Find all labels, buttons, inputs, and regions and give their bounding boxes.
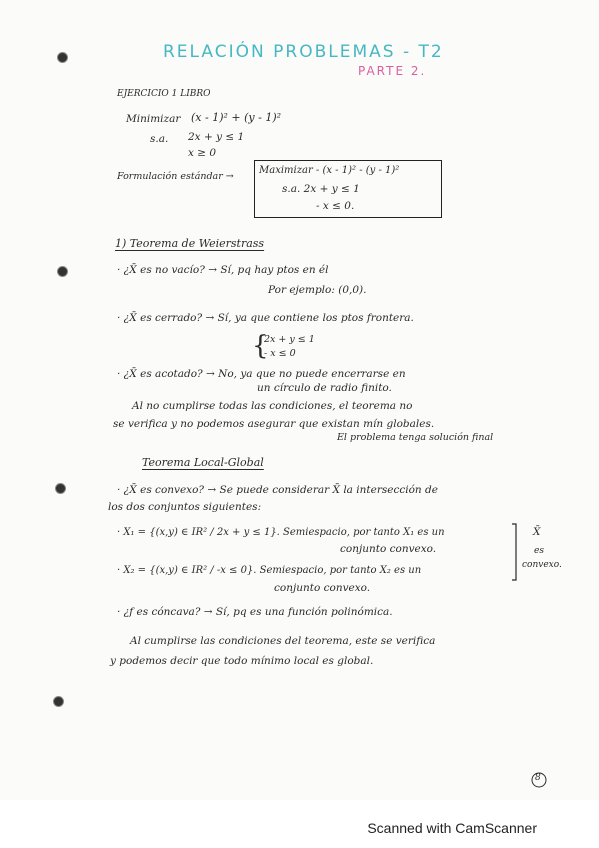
binder-hole — [57, 52, 68, 63]
system-brace: { — [252, 331, 269, 361]
minimize-label: Minimizar — [126, 113, 181, 125]
local-global-heading: Teorema Local-Global — [142, 456, 264, 469]
concave-question: · ¿f es cóncava? → Sí, pq es una función polinómica. — [117, 606, 393, 618]
bounded-question: · ¿X̄ es acotado? → No, ya que no puede encerrarse en — [117, 368, 406, 380]
set-x2: · X₂ = {(x,y) ∈ IR² / -x ≤ 0}. Semiespacio, por tanto X₂ es un — [117, 565, 422, 576]
set-x1: · X₁ = {(x,y) ∈ IR² / 2x + y ≤ 1}. Semiespacio, por tanto X₁ es un — [117, 527, 445, 538]
weierstrass-conclusion-2: se verifica y no podemos asegurar que existan mín globales. — [113, 418, 435, 430]
convex-question: · ¿X̄ es convexo? → Se puede considerar X̄ la intersección de — [117, 484, 438, 496]
system-eq-2: - x ≤ 0 — [264, 348, 296, 359]
set-x2-cont: conjunto convexo. — [274, 582, 371, 594]
brace-label-is: es — [534, 546, 544, 556]
scanner-footer — [0, 800, 599, 848]
brace-label-convex: convexo. — [522, 560, 562, 570]
standard-line-2: s.a. 2x + y ≤ 1 — [282, 183, 360, 195]
closed-question: · ¿X̄ es cerrado? → Sí, ya que contiene los ptos frontera. — [117, 312, 414, 324]
nonempty-question: · ¿X̄ es no vacío? → Sí, pq hay ptos en él — [117, 264, 329, 276]
constraint-2: x ≥ 0 — [188, 147, 217, 159]
constraint-1: 2x + y ≤ 1 — [188, 131, 245, 143]
convex-question-cont: los dos conjuntos siguientes: — [108, 501, 262, 513]
set-x1-cont: conjunto convexo. — [340, 543, 437, 555]
binder-hole — [55, 483, 66, 494]
page-subtitle: PARTE 2. — [358, 64, 427, 78]
nonempty-example: Por ejemplo: (0,0). — [268, 284, 367, 296]
page-title: RELACIÓN PROBLEMAS - T2 — [163, 42, 444, 62]
objective-function: (x - 1)² + (y - 1)² — [191, 111, 282, 124]
page-number: 8 — [535, 773, 541, 783]
bounded-explanation: un círculo de radio finito. — [257, 382, 392, 394]
local-global-conclusion-1: Al cumplirse las condiciones del teorema, este se verifica — [130, 635, 436, 647]
exercise-label: EJERCICIO 1 LIBRO — [117, 89, 211, 99]
st-label: s.a. — [150, 133, 169, 145]
brace-label-set: X̄ — [533, 526, 541, 538]
binder-hole — [57, 266, 68, 277]
standard-line-3: - x ≤ 0. — [316, 200, 355, 212]
local-global-conclusion-2: y podemos decir que todo mínimo local es global. — [110, 655, 374, 667]
weierstrass-conclusion-3: El problema tenga solución final — [337, 432, 494, 443]
right-brace — [510, 522, 520, 582]
standard-line-1: Maximizar - (x - 1)² - (y - 1)² — [259, 165, 400, 176]
weierstrass-conclusion-1: Al no cumplirse todas las condiciones, el teorema no — [132, 400, 413, 412]
binder-hole — [53, 696, 64, 707]
system-eq-1: 2x + y ≤ 1 — [264, 334, 315, 345]
scanner-watermark: Scanned with CamScanner — [367, 820, 537, 836]
weierstrass-heading: 1) Teorema de Weierstrass — [115, 237, 265, 250]
standard-form-label: Formulación estándar → — [117, 171, 234, 182]
